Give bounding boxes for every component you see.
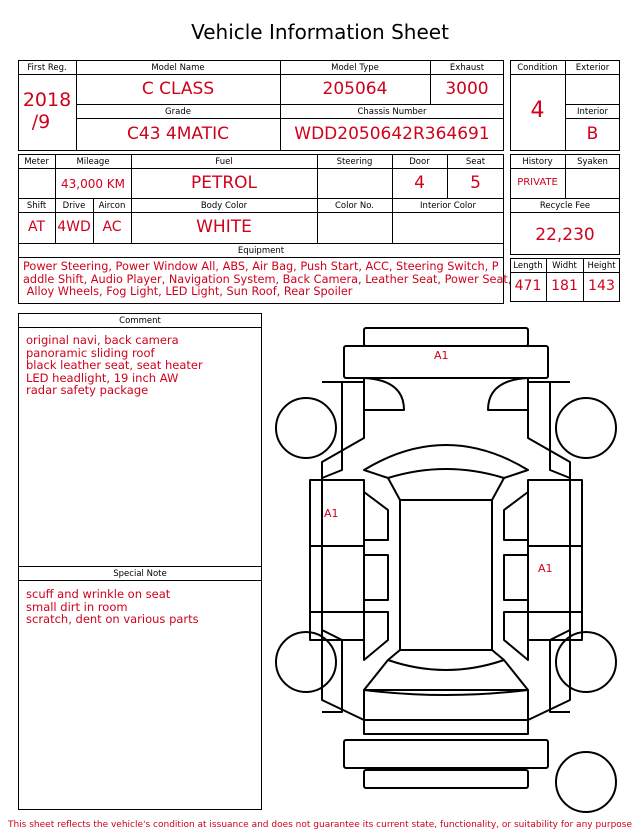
drive-value: 4WD — [57, 219, 91, 235]
exhaust-value: 3000 — [445, 79, 489, 99]
interior-label: Interior — [576, 107, 608, 117]
history-label: History — [522, 157, 553, 167]
length-value: 471 — [514, 278, 542, 294]
steering-label: Steering — [336, 157, 373, 167]
mileage-value: 43,000 KM — [60, 177, 126, 191]
door-label: Door — [409, 157, 430, 167]
comment-line: panoramic sliding roof — [26, 345, 155, 360]
recycle-fee-value: 22,230 — [535, 225, 595, 245]
length-label: Length — [513, 261, 543, 271]
first-reg-month: /9 — [31, 111, 51, 133]
model-type-label: Model Type — [331, 63, 379, 73]
interior-value: B — [586, 124, 599, 144]
shift-label: Shift — [26, 201, 47, 211]
width-label: Widht — [552, 261, 577, 271]
aircon-value: AC — [102, 219, 122, 235]
model-type-value: 205064 — [322, 79, 388, 99]
comment-label: Comment — [119, 316, 161, 326]
seat-value: 5 — [470, 173, 481, 193]
drive-label: Drive — [62, 201, 86, 211]
sheet-title: Vehicle Information Sheet — [191, 20, 449, 44]
damage-mark-front: A1 — [434, 349, 449, 362]
special-note-line: small dirt in room — [26, 599, 128, 614]
equipment-line: addle Shift, Audio Player, Navigation System, Back Camera, Leather Seat, Power Seat, — [23, 272, 512, 286]
first-reg-year: 2018 — [22, 89, 72, 111]
body-color-label: Body Color — [200, 201, 248, 211]
damage-mark-left-door: A1 — [324, 507, 339, 520]
equipment-line: Power Steering, Power Window All, ABS, Air Bag, Push Start, ACC, Steering Switch, P — [23, 260, 499, 273]
seat-label: Seat — [465, 157, 486, 167]
disclaimer-footer: This sheet reflects the vehicle's condition at issuance and does not guarantee its current state, functionality, or suitability for any purpose — [7, 820, 633, 830]
meter-label: Meter — [24, 157, 49, 167]
comment-line: LED headlight, 19 inch AW — [26, 370, 179, 385]
shift-value: AT — [27, 219, 46, 235]
comment-line: original navi, back camera — [26, 333, 179, 347]
chassis-value: WDD2050642R364691 — [294, 124, 490, 144]
grade-value: C43 4MATIC — [127, 124, 229, 144]
aircon-label: Aircon — [98, 201, 126, 211]
chassis-label: Chassis Number — [357, 107, 427, 117]
height-value: 143 — [588, 278, 615, 294]
first-reg-label: First Reg. — [27, 63, 67, 73]
condition-value: 4 — [530, 98, 545, 123]
body-color-value: WHITE — [196, 217, 252, 237]
special-note-label: Special Note — [113, 569, 167, 579]
recycle-fee-label: Recycle Fee — [539, 201, 591, 211]
special-note-line: scuff and wrinkle on seat — [26, 587, 171, 601]
height-label: Height — [587, 261, 616, 271]
fuel-value: PETROL — [190, 173, 258, 193]
comment-line: radar safety package — [26, 383, 149, 397]
exterior-label: Exterior — [575, 63, 610, 73]
special-note-line: scratch, dent on various parts — [26, 612, 199, 626]
history-value: PRIVATE — [517, 177, 558, 188]
model-name-label: Model Name — [151, 63, 205, 73]
fuel-label: Fuel — [215, 157, 233, 167]
grade-label: Grade — [165, 107, 191, 117]
door-value: 4 — [414, 173, 425, 193]
interior-color-label: Interior Color — [420, 201, 476, 211]
comment-line: black leather seat, seat heater — [26, 358, 203, 372]
damage-mark-right-door: A1 — [538, 562, 553, 575]
condition-label: Condition — [517, 63, 558, 73]
width-value: 181 — [551, 278, 578, 294]
color-no-label: Color No. — [334, 201, 374, 211]
model-name-value: C CLASS — [141, 79, 215, 99]
equipment-label: Equipment — [237, 246, 285, 256]
syaken-label: Syaken — [577, 157, 608, 167]
mileage-label: Mileage — [76, 157, 110, 167]
equipment-line: Alloy Wheels, Fog Light, LED Light, Sun Roof, Rear Spoiler — [23, 285, 353, 298]
exhaust-label: Exhaust — [449, 63, 485, 73]
